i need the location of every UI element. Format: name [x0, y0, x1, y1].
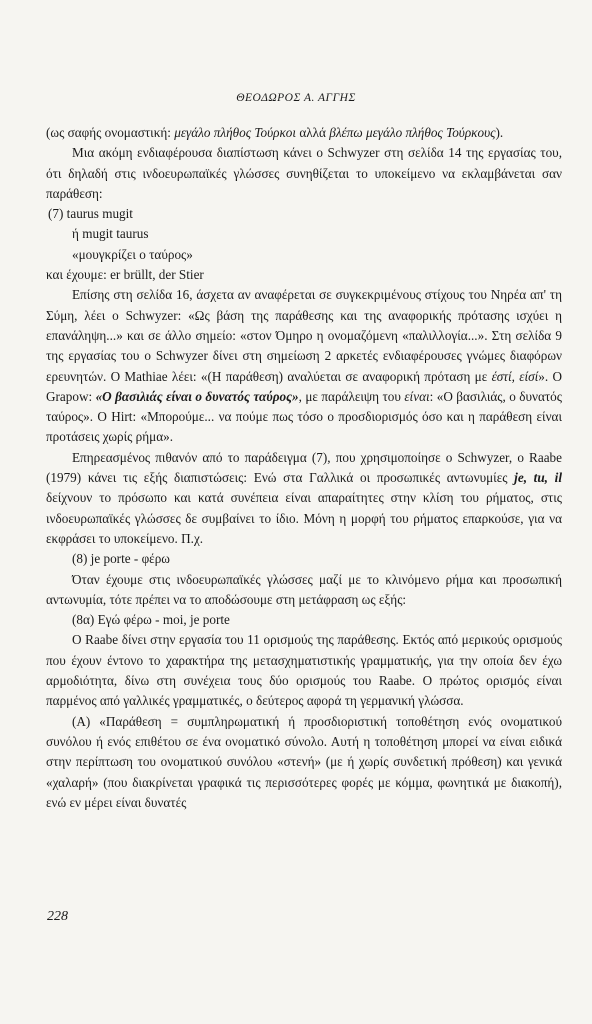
running-head: ΘΕΟΔΩΡΟΣ Α. ΑΓΓΗΣ: [236, 92, 356, 104]
text-span: δείχνουν το πρόσωπο και κατά συνέπεια είναι απαραίτητες στην κλίση του ρήματος, στις ινδοευρωπαϊκές γλώσσες δε συμβαίνει το ίδιο. Μόνη η μορφή του ρήματος επαρκούσε, για να εκφράσει το υποκείμενο. Π.χ.: [46, 490, 562, 546]
italic-span: βλέπω μεγάλο πλήθος Τούρκους: [329, 125, 496, 140]
text-span: : «Ο βασιλιάς, ο δυνατός ταύρος». Ο Hirt: «Μπορούμε... να πούμε πως τόσο ο προσδιορισμός όσο και η παράθεση είναι προτάσεις χωρίς ρήμα».: [46, 388, 562, 445]
paragraph: και έχουμε: er brüllt, der Stier: [46, 267, 204, 283]
italic-span: je, tu, il: [514, 470, 562, 486]
paragraph: (Α) «Παράθεση = συμπληρωματική ή προσδιοριστική τοποθέτηση ενός ονοματικού συνόλου ή ενός επιθέτου σε ένα ονοματικό σύνολο. Αυτή η τοποθέτηση μπορεί να είναι ειδικά στην περίπτωση του ονοματικού συνόλου «στενή» (με ή χωρίς συνδετική πρόθεση) και γενικά «χαλαρή» (που διακρίνεται γραφικά τις περισσότερες φορές με κόμμα, φωνητικά με διακοπή), ενώ εν μέρει είναι δυνατές: [46, 713, 562, 810]
italic-span: μεγάλο πλήθος Τούρκοι: [174, 125, 297, 140]
text-span: Επηρεασμένος πιθανόν από το παράδειγμα (7), που χρησιμοποίησε ο Schwyzer, ο Raabe (1979) κάνει τις εξής διαπιστώσεις: Ενώ στα Γαλλικά οι προσωπικές αντωνυμίες: [46, 449, 562, 486]
paragraph: [46, 285, 562, 447]
paragraph: Όταν έχουμε στις ινδοευρωπαϊκές γλώσσες μαζί με το κλινόμενο ρήμα και προσωπική αντωνυμία, τότε πρέπει να το αποδώσουμε στη μετάφραση ως εξής:: [46, 571, 562, 607]
example-7-alt: ή mugit taurus: [72, 226, 149, 242]
example-7-translation: «μουγκρίζει ο ταύρος»: [72, 246, 193, 262]
example-8: (8) je porte - φέρω: [72, 551, 170, 567]
paragraph-continuation: [46, 123, 562, 143]
italic-span: έστί, είσί: [491, 368, 539, 384]
example-8a: (8α) Εγώ φέρω - moi, je porte: [72, 612, 230, 628]
text-span: ).: [495, 125, 504, 140]
text-span: , με παράλειψη του: [298, 388, 405, 404]
text-span: ». Ο Grapow:: [46, 368, 562, 404]
italic-span: «Ο βασιλιάς είναι ο δυνατός ταύρος»: [95, 388, 299, 404]
page-body: [46, 123, 562, 813]
page-number: 228: [47, 909, 68, 924]
italic-span: είναι: [404, 388, 430, 404]
paragraph: [46, 448, 562, 549]
example-7: (7) taurus mugit: [48, 206, 133, 222]
paragraph: Ο Raabe δίνει στην εργασία του 11 ορισμούς της παράθεσης. Εκτός από μερικούς ορισμούς που έχουν έντονο το χαρακτήρα της μετασχηματιστικής γραμματικής, για την οποία δεν έχω αρμοδιότητα, δίνω στη συνέχεια τους δύο ορισμούς του Raabe. Ο πρώτος ορισμός είναι παρμένος από γαλλικές γραμματικές, ο δεύτερος αφορά τη γερμανική γλώσσα.: [46, 632, 562, 709]
text-span: αλλά: [296, 125, 330, 140]
text-span: (ως σαφής ονομαστική:: [46, 125, 175, 140]
text-span: Επίσης στη σελίδα 16, άσχετα αν αναφέρεται σε συγκεκριμένους στίχους του Νηρέα απ' τη Σύμη, λέει ο Schwyzer: «Ως βάση της παράθεσης και της αναφορικής πρότασης ισχύει η επανάληψη...» και σε άλλο σημείο: «στον Όμηρο η ονομαζόμενη «παλιλλογία...». Στη σελίδα 9 της εργασίας του ο Schwyzer δίνει στη σημείωση 2 αρκετές ενδιαφέρουσες γνώμες διαφόρων ερευνητών. Ο Mathiae λέει: «(Η παράθεση) αναλύεται σε αναφορική πρόταση με: [46, 287, 562, 384]
paragraph: Μια ακόμη ενδιαφέρουσα διαπίστωση κάνει ο Schwyzer στη σελίδα 14 της εργασίας του, ότι δηλαδή στις ινδοευρωπαϊκές γλώσσες συνηθίζεται το υποκείμενο να εκλαμβάνεται σαν παράθεση:: [46, 145, 562, 201]
